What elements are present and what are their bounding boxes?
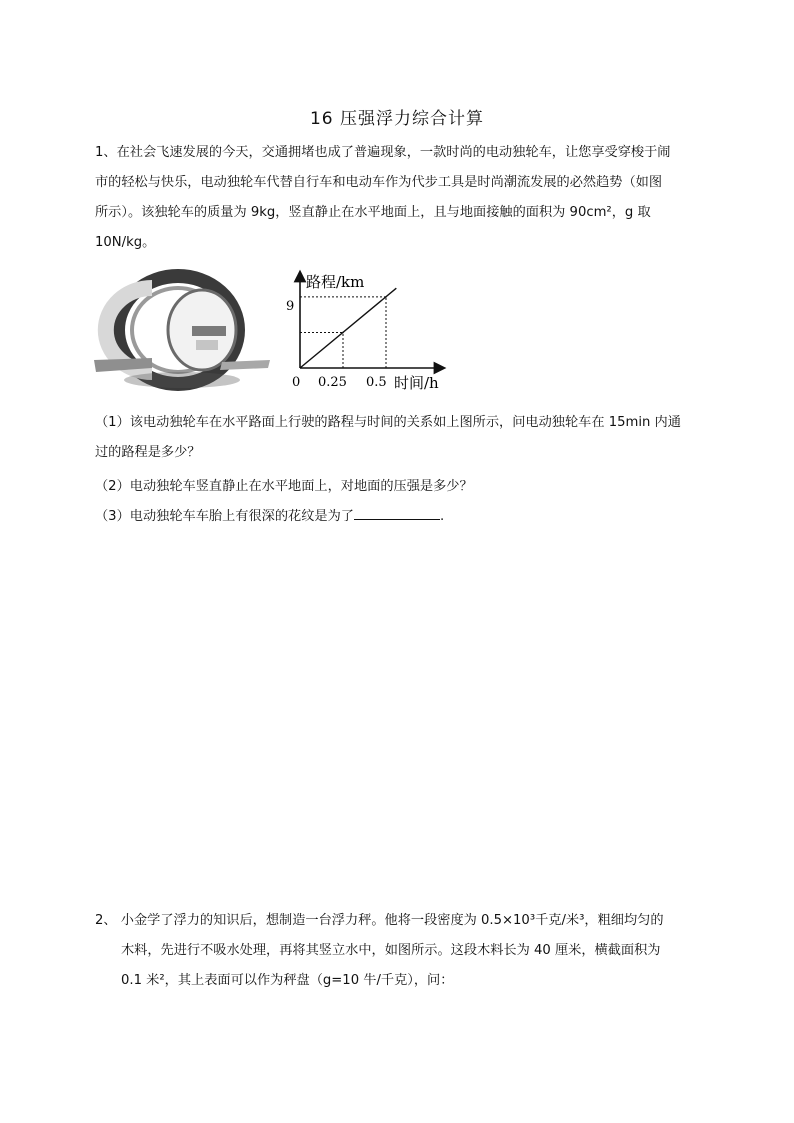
part-3-suffix: . bbox=[439, 509, 445, 524]
x-tick-label: 0.5 bbox=[366, 375, 387, 390]
data-point bbox=[342, 332, 344, 334]
q2-line: 木料，先进行不吸水处理，再将其竖立水中，如图所示。这段木料长为 40 厘米，横截面积为 bbox=[121, 943, 661, 958]
part-3-prefix: （3）电动独轮车车胎上有很深的花纹是为了 bbox=[95, 509, 354, 524]
intro-line: 所示）。该独轮车的质量为 9kg，竖直静止在水平地面上，且与地面接触的面积为 90cm²，g 取 bbox=[95, 205, 651, 220]
y-tick-label: 9 bbox=[286, 299, 295, 314]
x-tick-label: 0.25 bbox=[318, 375, 347, 390]
intro-line: 10N/kg。 bbox=[95, 235, 156, 250]
answer-blank[interactable] bbox=[354, 505, 440, 520]
origin-label: 0 bbox=[292, 375, 301, 390]
intro-line: 市的轻松与快乐，电动独轮车代替自行车和电动车作为代步工具是时尚潮流发展的必然趋势（如图 bbox=[95, 175, 663, 190]
intro-line: 1、在社会飞速发展的今天，交通拥堵也成了普遍现象，一款时尚的电动独轮车，让您享受穿梭于闹 bbox=[95, 145, 671, 160]
question-1-figure bbox=[92, 268, 472, 396]
q2-line: 0.1 米²，其上表面可以作为秤盘（g=10 牛/千克），问： bbox=[121, 973, 454, 988]
y-axis-label: 路程/km bbox=[306, 273, 365, 291]
part-line: （1）该电动独轮车在水平路面上行驶的路程与时间的关系如上图所示，问电动独轮车在 15min 内通 bbox=[95, 415, 681, 430]
distance-time-chart bbox=[282, 268, 482, 396]
page-title: 16 压强浮力综合计算 bbox=[309, 109, 485, 129]
data-point bbox=[385, 296, 387, 298]
unicycle-image bbox=[92, 268, 277, 396]
x-axis-label: 时间/h bbox=[394, 374, 439, 392]
q2-line: 2、 小金学了浮力的知识后，想制造一台浮力秤。他将一段密度为 0.5×10³千克/米³，粗细均匀的 bbox=[95, 913, 664, 928]
question-1-intro bbox=[95, 138, 705, 258]
part-line: 过的路程是多少？ bbox=[95, 445, 201, 460]
series-line bbox=[300, 288, 396, 368]
question-1-part-1 bbox=[95, 408, 705, 468]
question-1-part-2: （2）电动独轮车竖直静止在水平地面上，对地面的压强是多少？ bbox=[95, 479, 473, 494]
question-2 bbox=[95, 906, 705, 996]
question-1-part-3 bbox=[95, 502, 705, 532]
